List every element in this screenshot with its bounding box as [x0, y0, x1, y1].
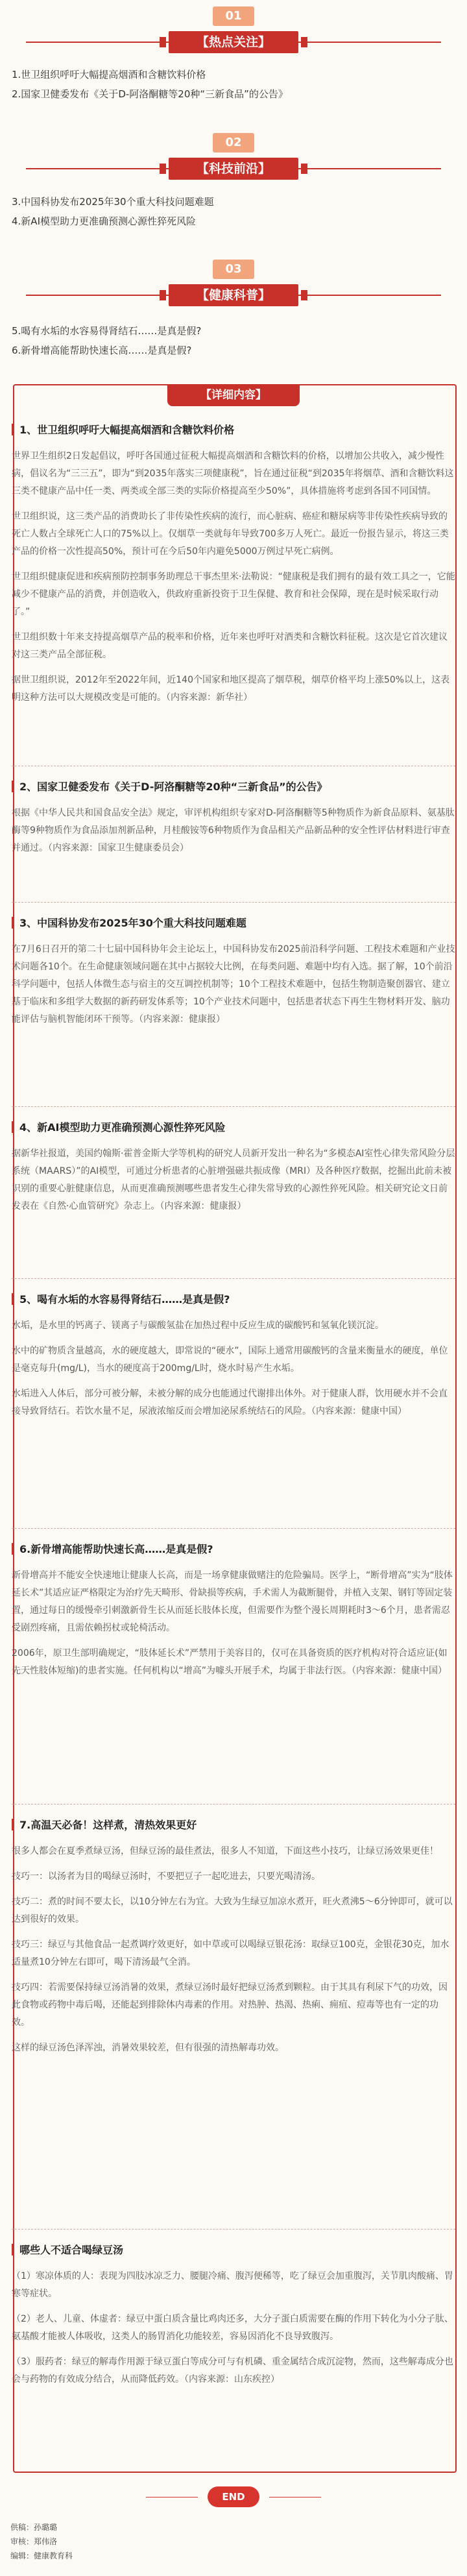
article-title: 3、中国科协发布2025年30个重大科技问题难题 — [12, 915, 455, 932]
section-number: 01 — [213, 6, 254, 26]
end-badge: END — [208, 2486, 259, 2507]
article-6 — [12, 1541, 455, 1688]
section-number: 02 — [213, 133, 254, 152]
article-paragraph: （2）老人、儿童、体虚者：绿豆中蛋白质含量比鸡肉还多，大分子蛋白质需要在酶的作用下转化为小分子肽、氨基酸才能被人体吸收，这类人的肠胃消化功能较差，容易因消化不良导致腹泻。 — [12, 2314, 453, 2342]
article-paragraph: 根据《中华人民共和国食品安全法》规定，审评机构组织专家对D-阿洛酮糖等5种物质作为新食品原料、氨基肽酶等9种物质作为食品添加剂新品种，月桂酸铵等6种物质作为食品相关产品新品种的安全性评估材料进行审查并通过。（内容来源：国家卫生健康委员会） — [12, 808, 455, 853]
list-item[interactable]: 5.喝有水垢的水容易得肾结石……是真是假? — [12, 325, 202, 337]
section-header-tech — [0, 133, 467, 191]
article-paragraph: 水垢，是水里的钙离子、镁离子与碳酸氢盐在加热过程中反应生成的碳酸钙和氢氧化镁沉淀。 — [12, 1320, 384, 1331]
article-7 — [12, 1817, 455, 2065]
divider — [12, 1278, 455, 1279]
list-item[interactable]: 1.世卫组织呼吁大幅提高烟酒和含糖饮料价格 — [12, 69, 206, 80]
article-8 — [12, 2242, 455, 2396]
article-title: 哪些人不适合喝绿豆汤 — [12, 2242, 455, 2259]
section-title: 【热点关注】 — [169, 31, 298, 53]
article-title: 1、世卫组织呼吁大幅提高烟酒和含糖饮料价格 — [12, 422, 455, 439]
section-title: 【科技前沿】 — [169, 158, 298, 180]
divider — [12, 1106, 455, 1107]
article-2 — [12, 779, 455, 865]
article-paragraph: 技巧四：若需要保持绿豆汤消暑的效果，煮绿豆汤时最好把绿豆汤煮到颗粒。由于其具有利尿下气的功效，因此食物或药物中毒后喝，还能起到排除体内毒素的作用。对热肿、热渴、热痢、痈疽、痘毒等也有一定的功效。 — [12, 1982, 448, 2028]
article-paragraph: 新骨增高并不能安全快速地让健康人长高，而是一场拿健康做赌注的危险骗局。医学上，“断骨增高”实为“肢体延长术”其适应证严格限定为治疗先天畸形、骨缺损等疾病，手术需人为截断腿骨，并植入支架、钢钉等固定装置，通过每日的缓慢牵引刺激新骨生长从而延长肢体长度，但需要作为整个漫长周期耗时3～6个月，患者需忍受剧烈疼痛，且需依赖拐杖或轮椅活动。 — [12, 1570, 453, 1633]
list-item[interactable]: 2.国家卫健委发布《关于D-阿洛酮糖等20种“三新食品”的公告》 — [12, 88, 288, 100]
credit-line: 供稿：孙璐璐 — [10, 2523, 58, 2532]
article-paragraph: 技巧二：煮的时间不要太长，以10分钟左右为宜。大致为生绿豆加凉水煮开，旺火煮沸5～6分钟即可，就可以达到很好的效果。 — [12, 1897, 453, 1925]
article-paragraph: 水垢进入人体后，部分可被分解，未被分解的成分也能通过代谢排出体外。对于健康人群，饮用硬水并不会直接导致肾结石。若饮水量不足，尿液浓缩反而会增加泌尿系统结石的风险。（内容来源：健康中国） — [12, 1389, 448, 1416]
article-paragraph: 世界卫生组织2日发起倡议，呼吁各国通过征税大幅提高烟酒和含糖饮料的价格，以增加公共收入，减少慢性病，倡议名为“三三五”，即为“到2035年落实三项健康税”，旨在通过征税“到2035年将烟草、酒和含糖饮料这三类不健康产品中任一类、两类或全部三类的实际价格提高至少50%”，具体措施将考虑到各国不同国情。 — [12, 451, 454, 496]
divider — [12, 1528, 455, 1529]
article-paragraph: 据世卫组织说，2012年至2022年间，近140个国家和地区提高了烟草税，烟草价格平均上涨50%以上，这表明这种方法可以大规模改变是可能的。（内容来源：新华社） — [12, 675, 450, 703]
article-3 — [12, 915, 455, 1036]
section-list-tech — [12, 192, 455, 231]
section-list-health — [12, 321, 455, 360]
section-header-health — [0, 260, 467, 318]
credits — [10, 2520, 73, 2563]
article-paragraph: 这样的绿豆汤色泽浑浊，消暑效果较差，但有很强的清热解毒功效。 — [12, 2043, 284, 2053]
list-item[interactable]: 6.新骨增高能帮助快速长高……是真是假? — [12, 345, 192, 356]
article-title: 4、新AI模型助力更准确预测心源性猝死风险 — [12, 1119, 455, 1136]
article-paragraph: 世卫组织数十年来支持提高烟草产品的税率和价格，近年来也呼吁对酒类和含糖饮料征税。这次是它首次建议对这三类产品全部征税。 — [12, 632, 448, 660]
credit-line: 编辑：健康教育科 — [10, 2551, 73, 2560]
article-paragraph: 据新华社报道，美国约翰斯·霍普金斯大学等机构的研究人员新开发出一种名为“多模态AI室性心律失常风险分层系统（MAARS）”的AI模型，可通过分析患者的心脏增强磁共振成像（MRI）及各种医疗数据，挖掘出此前未被识别的重要心脏健康信息，从而更准确预测哪些患者发生心律失常导致的心源性猝死风险。相关研究论文日前发表在《自然·心血管研究》杂志上。（内容来源：健康报） — [12, 1148, 455, 1211]
section-list-hot — [12, 65, 455, 104]
article-paragraph: 世卫组织健康促进和疾病预防控制事务助理总干事杰里米·法勒说：“健康税是我们拥有的最有效工具之一，它能减少不健康产品的消费，并创造收入，供政府重新投资于卫生保健、教育和社会保障，现在是时候采取行动了。” — [12, 572, 455, 617]
article-4 — [12, 1119, 455, 1223]
article-paragraph: 世卫组织说，这三类产品的消费助长了非传染性疾病的流行，而心脏病、癌症和糖尿病等非传染性疾病导致的死亡人数占全球死亡人口的75%以上。仅烟草一类就每年导致700多万人死亡。最近一份报告显示，将这三类产品的价格一次性提高50%，预计可在今后50年内避免5000万例过早死亡病例。 — [12, 511, 449, 557]
article-title: 5、喝有水垢的水容易得肾结石……是真是假? — [12, 1291, 455, 1308]
article-paragraph: （1）寒凉体质的人：表现为四肢冰凉乏力、腰腿冷痛、腹泻便稀等，吃了绿豆会加重腹泻，关节肌肉酸痛、胃寒等症状。 — [12, 2271, 453, 2299]
article-paragraph: 在7月6日召开的第二十七届中国科协年会主论坛上，中国科协发布2025前沿科学问题、工程技术难题和产业技术问题各10个。在生命健康领域问题在其中占据较大比例，在每类问题、难题中均有入选。据了解，10个前沿科学问题中，包括人体微生态与宿主的交互调控机制等；10个工程技术难题中，包括生物制造聚创器官、建立基于临床和多组学大数据的新药研发体系等；10个产业技术问题中，包括患者状态下再生生物材料开发、脑功能评估与脑机智能闭环干预等。（内容来源：健康报） — [12, 944, 455, 1025]
article-title: 7.高温天必备！这样煮，清热效果更好 — [12, 1817, 455, 1834]
end-marker — [198, 2486, 269, 2507]
divider — [12, 2229, 455, 2230]
article-1 — [12, 422, 455, 714]
article-paragraph: 水中的矿物质含量越高，水的硬度越大，即常说的“硬水”，国际上通常用碳酸钙的含量来衡量水的硬度，单位是毫克每升(mg/L)，当水的硬度高于200mg/L时，烧水时易产生水垢。 — [12, 1346, 448, 1374]
article-title: 2、国家卫健委发布《关于D-阿洛酮糖等20种“三新食品”的公告》 — [12, 779, 455, 796]
list-item[interactable]: 4.新AI模型助力更准确预测心源性猝死风险 — [12, 215, 196, 227]
article-paragraph: 技巧三：绿豆与其他食品一起煮调疗效更好，如中草或可以喝绿豆银花汤：取绿豆100克，金银花30克，加水适量煮10分钟左右即可，喝下清汤最气全消。 — [12, 1939, 449, 1967]
detail-tab: 【详细内容】 — [167, 384, 300, 406]
article-paragraph: 技巧一：以汤者为目的喝绿豆汤时，不要把豆子一起吃进去，只要光喝清汤。 — [12, 1871, 320, 1882]
article-paragraph: 很多人都会在夏季煮绿豆汤，但绿豆汤的最佳煮法，很多人不知道，下面这些小技巧，让绿豆汤效果更佳！ — [12, 1846, 438, 1856]
divider — [12, 902, 455, 903]
section-header-hot — [0, 6, 467, 65]
list-item[interactable]: 3.中国科协发布2025年30个重大科技问题难题 — [12, 196, 214, 208]
article-title: 6.新骨增高能帮助快速长高……是真是假? — [12, 1541, 455, 1558]
section-number: 03 — [213, 260, 254, 279]
article-paragraph: 2006年，原卫生部明确规定，“肢体延长术”严禁用于美容目的，仅可在具备资质的医疗机构对符合适应证(如先天性肢体短缩)的患者实施。任何机构以“增高”为噱头开展手术，均属于非法行医。（内容来源：健康中国） — [12, 1648, 448, 1676]
article-5 — [12, 1291, 455, 1428]
section-title: 【健康科普】 — [169, 284, 298, 306]
article-paragraph: （3）服药者：绿豆的解毒作用源于绿豆蛋白等成分可与有机磷、重金属结合成沉淀物，然而，这些解毒成分也会与药物的有效成分结合，从而降低药效。（内容来源：山东疾控） — [12, 2357, 453, 2385]
credit-line: 审核：郑伟洛 — [10, 2537, 58, 2546]
